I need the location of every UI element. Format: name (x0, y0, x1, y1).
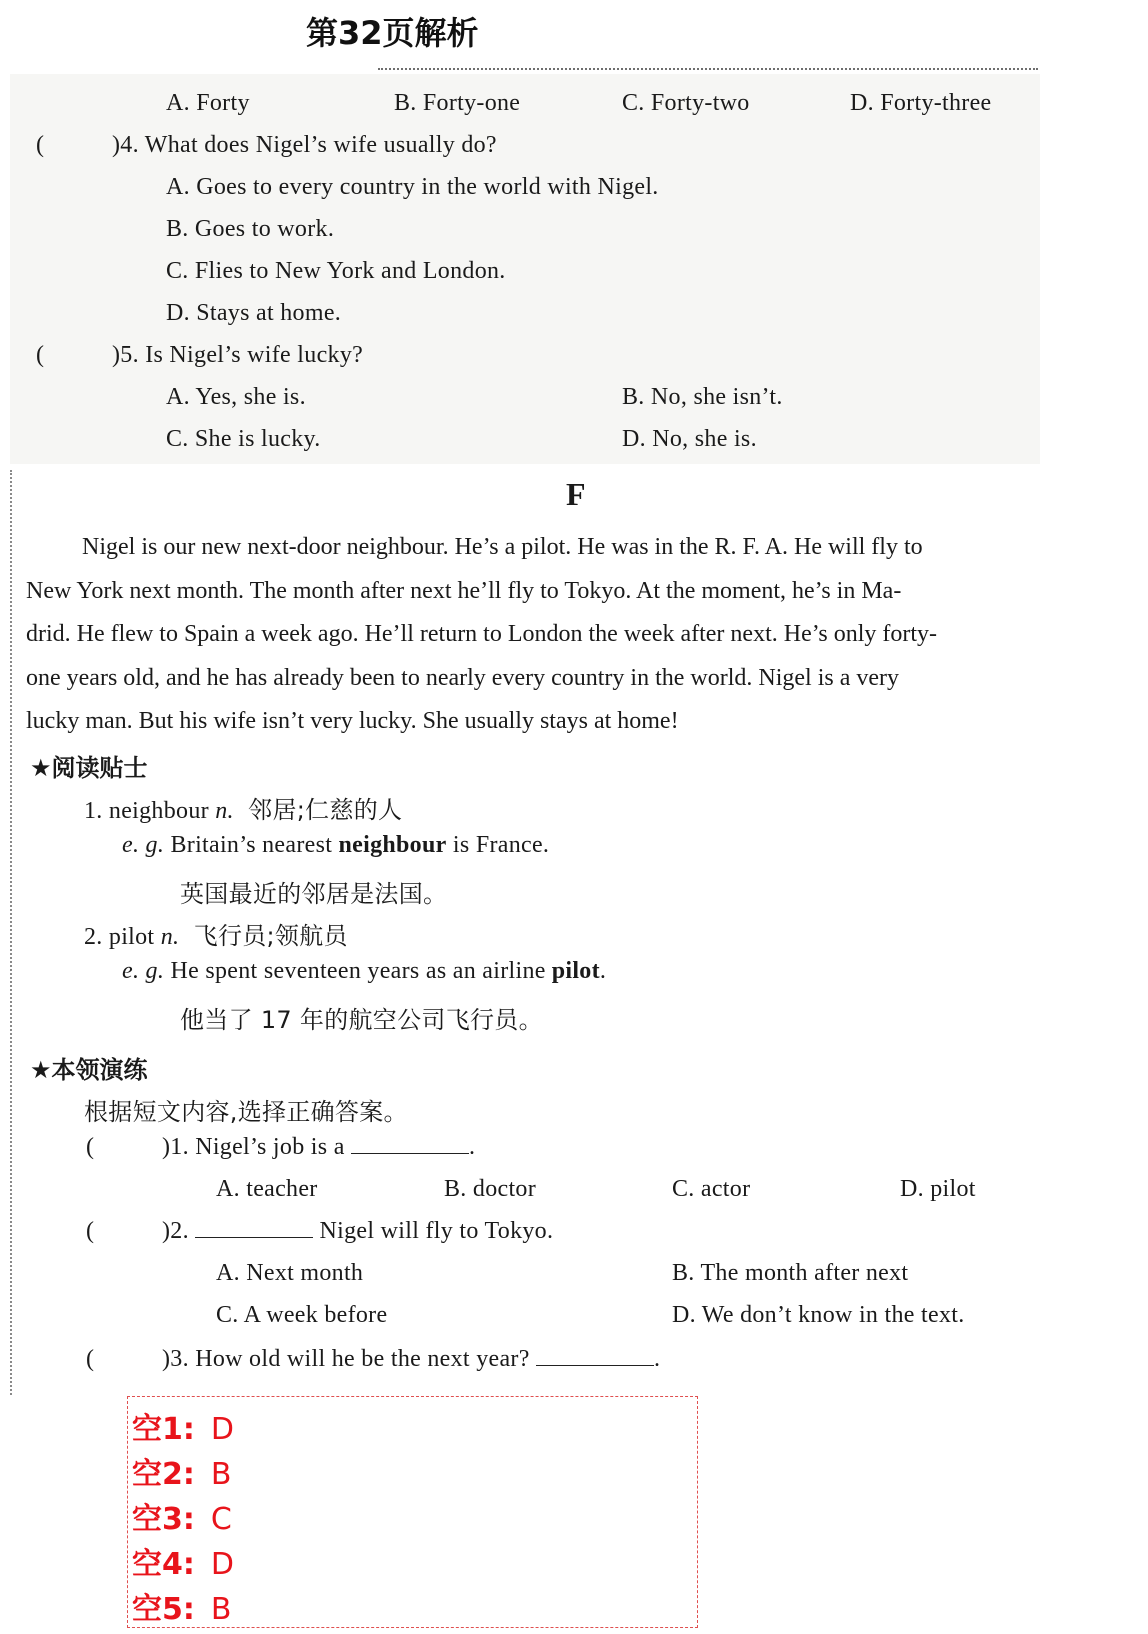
practice-q2-paren: ( (86, 1218, 95, 1244)
practice-q3 (162, 1346, 660, 1373)
answer-value: D (210, 1412, 234, 1447)
practice-q1-end: . (468, 1134, 476, 1160)
q3-option-b: B. Forty-one (394, 90, 521, 116)
q5-paren: ( (36, 342, 45, 368)
tip-2 (84, 916, 348, 951)
tip-2-meaning: 飞行员;领航员 (193, 922, 348, 950)
answer-label: 空4: (132, 1547, 195, 1582)
tip-1-example-bold: neighbour (338, 832, 447, 858)
tip-1-example (122, 832, 549, 859)
answer-value: C (210, 1502, 232, 1537)
practice-instruction: 根据短文内容,选择正确答案。 (84, 1098, 408, 1126)
practice-q3-blank (536, 1347, 654, 1366)
practice-q1-paren: ( (86, 1134, 95, 1160)
tip-2-example-pre: He spent seventeen years as an airline (170, 958, 546, 984)
answer-label: 空1: (132, 1412, 195, 1447)
practice-q2-blank (195, 1219, 313, 1238)
answer-row-2 (132, 1449, 231, 1493)
practice-q1-option-a: A. teacher (216, 1176, 318, 1202)
answer-row-4 (132, 1539, 234, 1583)
tip-1-example-post: is France. (452, 832, 550, 858)
practice-q3-text: )3. How old will he be the next year? (162, 1346, 530, 1372)
practice-q2 (162, 1218, 553, 1245)
tip-1-word: 1. neighbour (84, 798, 209, 824)
practice-q2-option-b: B. The month after next (672, 1260, 909, 1286)
practice-q1-option-d: D. pilot (900, 1176, 976, 1202)
q4-option-a: A. Goes to every country in the world with Nigel. (166, 174, 659, 200)
tip-1 (84, 790, 402, 825)
answer-row-5 (132, 1584, 231, 1628)
passage-line: one years old, and he has already been to nearly every country in the world. Nigel is a very (26, 664, 900, 691)
tip-1-meaning: 邻居;仁慈的人 (248, 796, 403, 824)
reading-passage (26, 526, 1136, 744)
practice-q1-blank (351, 1135, 469, 1154)
practice-q2-option-d: D. We don’t know in the text. (672, 1302, 965, 1328)
q4-paren: ( (36, 132, 45, 158)
q5-question: )5. Is Nigel’s wife lucky? (112, 342, 364, 368)
practice-q1-option-b: B. doctor (444, 1176, 537, 1202)
q4-option-b: B. Goes to work. (166, 216, 335, 242)
tip-2-example-post: . (599, 958, 607, 984)
q3-option-c: C. Forty-two (622, 90, 750, 116)
q3-option-d: D. Forty-three (850, 90, 992, 116)
tip-1-pos: n. (215, 798, 234, 824)
tips-heading: ★阅读贴士 (30, 754, 148, 782)
tip-2-example-bold: pilot (551, 958, 600, 984)
tip-1-example-pre: Britain’s nearest (170, 832, 333, 858)
answer-row-3 (132, 1494, 232, 1538)
q5-option-d: D. No, she is. (622, 426, 757, 452)
q5-option-b: B. No, she isn’t. (622, 384, 783, 410)
practice-q1-text: )1. Nigel’s job is a (162, 1134, 345, 1160)
q4-question: )4. What does Nigel’s wife usually do? (112, 132, 497, 158)
tip-2-example (122, 958, 606, 985)
passage-line: New York next month. The month after next he’ll fly to Tokyo. At the moment, he’s in Ma- (26, 577, 902, 604)
answer-label: 空3: (132, 1502, 195, 1537)
passage-line: Nigel is our new next-door neighbour. He’s a pilot. He was in the R. F. A. He will fly to (82, 534, 923, 560)
answer-value: B (210, 1457, 232, 1492)
tip-2-translation: 他当了 17 年的航空公司飞行员。 (180, 1006, 543, 1034)
tip-2-eg: e. g. (122, 958, 165, 984)
left-dotted-border (10, 470, 12, 1395)
section-letter: F (566, 476, 586, 512)
q5-option-c: C. She is lucky. (166, 426, 321, 452)
practice-q1-option-c: C. actor (672, 1176, 751, 1202)
q4-option-d: D. Stays at home. (166, 300, 342, 326)
practice-q2-num: )2. (162, 1218, 189, 1244)
practice-heading: ★本领演练 (30, 1056, 148, 1084)
tip-2-word: 2. pilot (84, 924, 155, 950)
practice-q3-end: . (653, 1346, 661, 1372)
q5-option-a: A. Yes, she is. (166, 384, 306, 410)
tip-1-eg: e. g. (122, 832, 165, 858)
answer-value: D (210, 1547, 234, 1582)
answer-row-1 (132, 1404, 234, 1448)
passage-line: lucky man. But his wife isn’t very lucky. She usually stays at home! (26, 708, 679, 734)
answer-label: 空5: (132, 1592, 195, 1627)
passage-line: drid. He flew to Spain a week ago. He’ll return to London the week after next. He’s only forty- (26, 621, 938, 647)
tip-1-translation: 英国最近的邻居是法国。 (180, 880, 448, 908)
practice-q2-option-a: A. Next month (216, 1260, 364, 1286)
practice-q2-text: Nigel will fly to Tokyo. (319, 1218, 554, 1244)
tip-2-pos: n. (160, 924, 180, 950)
page-title: 第32页解析 (306, 14, 479, 52)
answer-label: 空2: (132, 1457, 195, 1492)
practice-q1 (162, 1134, 475, 1161)
answer-value: B (210, 1592, 232, 1627)
practice-q2-option-c: C. A week before (216, 1302, 388, 1328)
q4-option-c: C. Flies to New York and London. (166, 258, 506, 284)
q3-option-a: A. Forty (166, 90, 250, 116)
top-dotted-divider (378, 68, 1038, 70)
practice-q3-paren: ( (86, 1346, 95, 1372)
